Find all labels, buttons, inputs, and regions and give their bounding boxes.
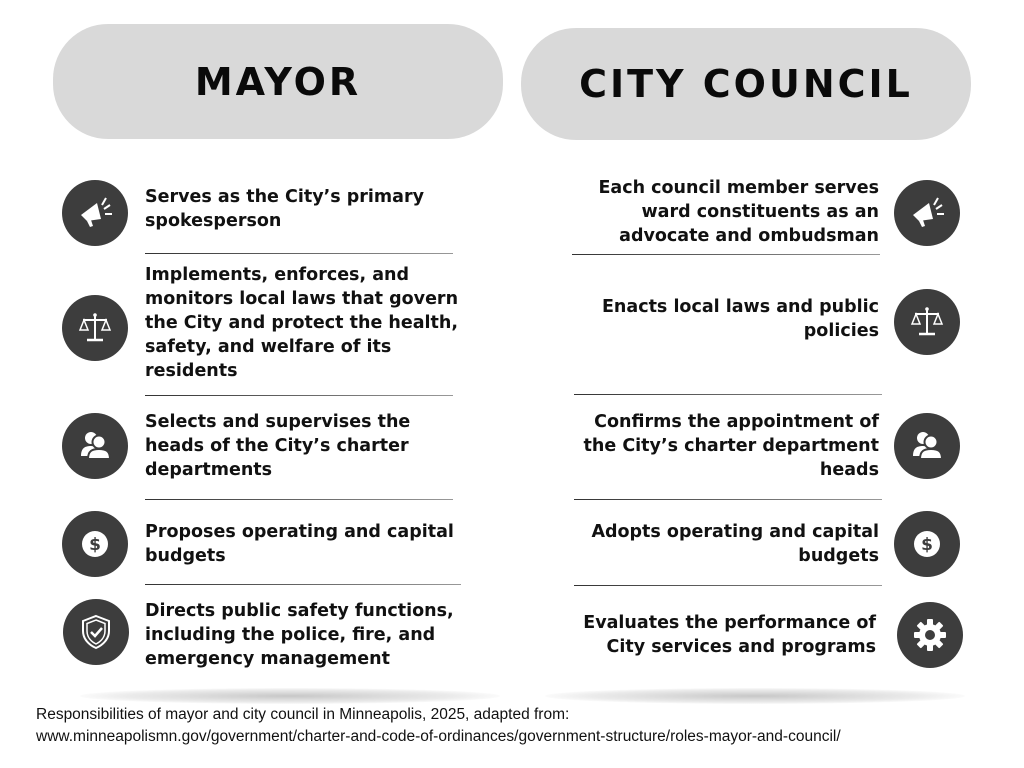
mayor-title: MAYOR [194, 59, 362, 104]
mayor-item-2: Implements, enforces, and monitors local laws that govern the City and protect the health, safety, and welfare of its residents [145, 265, 459, 381]
people-icon [62, 413, 128, 479]
megaphone-icon [62, 180, 128, 246]
scales-icon [894, 289, 960, 355]
caption-source-url: www.minneapolismn.gov/government/charter-and-code-of-ordinances/government-structure/roles-mayor-and-council/ [36, 728, 841, 745]
shield-check-icon [63, 599, 129, 665]
megaphone-icon [894, 180, 960, 246]
mayor-header [53, 24, 503, 139]
gear-icon [897, 602, 963, 668]
source-caption [36, 704, 841, 748]
divider [574, 499, 882, 500]
divider [574, 394, 882, 395]
council-item-4: Adopts operating and capital budgets [591, 522, 879, 566]
council-column-shadow [545, 688, 965, 704]
divider [145, 395, 453, 396]
mayor-item-3: Selects and supervises the heads of the City’s charter departments [145, 412, 411, 480]
dollar-icon [894, 511, 960, 577]
council-item-5: Evaluates the performance of City services and programs [583, 613, 876, 657]
mayor-item-1: Serves as the City’s primary spokesperson [145, 187, 425, 231]
council-header [521, 28, 971, 140]
people-icon [894, 413, 960, 479]
caption-line-1: Responsibilities of mayor and city council in Minneapolis, 2025, adapted from: [36, 706, 570, 723]
divider [574, 585, 882, 586]
divider [145, 253, 453, 254]
mayor-column-shadow [80, 688, 500, 704]
council-item-3: Confirms the appointment of the City’s charter department heads [583, 412, 879, 480]
divider [145, 584, 461, 585]
council-title: CITY COUNCIL [579, 62, 913, 106]
council-item-2: Enacts local laws and public policies [601, 297, 879, 341]
dollar-icon [62, 511, 128, 577]
council-item-1: Each council member serves ward constituents as an advocate and ombudsman [598, 178, 879, 246]
divider [145, 499, 453, 500]
divider [572, 254, 880, 255]
scales-icon [62, 295, 128, 361]
mayor-item-5: Directs public safety functions, including the police, fire, and emergency management [145, 601, 454, 669]
mayor-item-4: Proposes operating and capital budgets [145, 522, 454, 566]
